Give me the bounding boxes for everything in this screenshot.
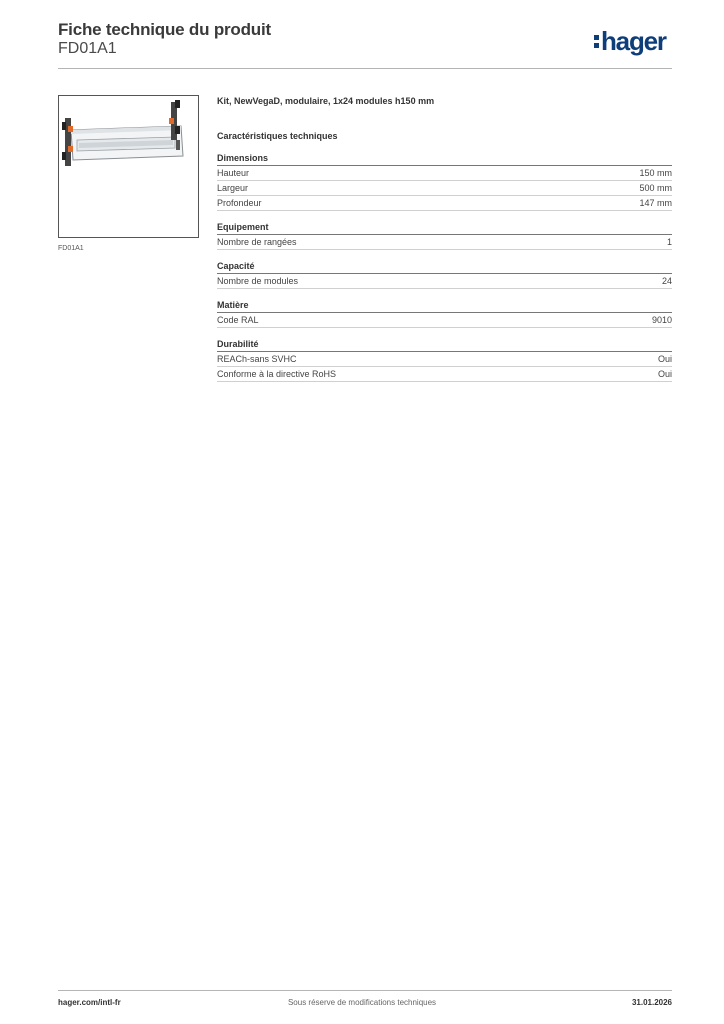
- section-equipement: [217, 221, 672, 250]
- spec-label: Profondeur: [217, 198, 262, 208]
- spec-label: Nombre de rangées: [217, 237, 297, 247]
- footer-disclaimer: Sous réserve de modifications techniques: [287, 998, 437, 1007]
- spec-label: REACh-sans SVHC: [217, 354, 297, 364]
- spec-row: [217, 166, 672, 181]
- section-matiere: [217, 299, 672, 328]
- tech-heading: Caractéristiques techniques: [217, 131, 338, 141]
- product-image: [58, 95, 199, 238]
- spec-value: 500 mm: [639, 183, 672, 193]
- product-illustration-icon: [59, 96, 198, 237]
- spec-row: [217, 181, 672, 196]
- footer-date: 31.01.2026: [631, 998, 672, 1007]
- header-divider: [58, 68, 672, 69]
- spec-value: 9010: [651, 315, 672, 325]
- product-title: Kit, NewVegaD, modulaire, 1x24 modules h150 mm: [217, 96, 435, 106]
- spec-row: [217, 367, 672, 382]
- footer-website-link[interactable]: hager.com/intl-fr: [58, 998, 121, 1007]
- spec-row: [217, 313, 672, 328]
- spec-value: Oui: [657, 354, 672, 364]
- section-dimensions: [217, 152, 672, 211]
- spec-value: 24: [661, 276, 672, 286]
- spec-label: Conforme à la directive RoHS: [217, 369, 337, 379]
- section-title: Equipement: [217, 221, 672, 235]
- hager-logo: [594, 27, 666, 55]
- logo-wordmark: hager: [601, 26, 666, 56]
- spec-value: 150 mm: [639, 168, 672, 178]
- spec-label: Hauteur: [217, 168, 250, 178]
- footer-divider: [58, 990, 672, 991]
- spec-row: [217, 274, 672, 289]
- spec-value: Oui: [657, 369, 672, 379]
- section-title: Durabilité: [217, 338, 672, 352]
- section-capacite: [217, 260, 672, 289]
- section-durabilite: [217, 338, 672, 382]
- section-title: Dimensions: [217, 152, 672, 166]
- section-title: Matière: [217, 299, 672, 313]
- logo-dots-icon: [594, 35, 599, 48]
- spec-panel: [217, 95, 672, 382]
- product-reference: FD01A1: [58, 40, 117, 57]
- spec-value: 147 mm: [639, 198, 672, 208]
- image-caption: FD01A1: [58, 245, 84, 252]
- spec-row: [217, 235, 672, 250]
- page-title: Fiche technique du produit: [58, 20, 271, 39]
- spec-label: Nombre de modules: [217, 276, 299, 286]
- spec-row: [217, 352, 672, 367]
- spec-row: [217, 196, 672, 211]
- spec-value: 1: [666, 237, 672, 247]
- spec-label: Largeur: [217, 183, 249, 193]
- section-title: Capacité: [217, 260, 672, 274]
- spec-label: Code RAL: [217, 315, 259, 325]
